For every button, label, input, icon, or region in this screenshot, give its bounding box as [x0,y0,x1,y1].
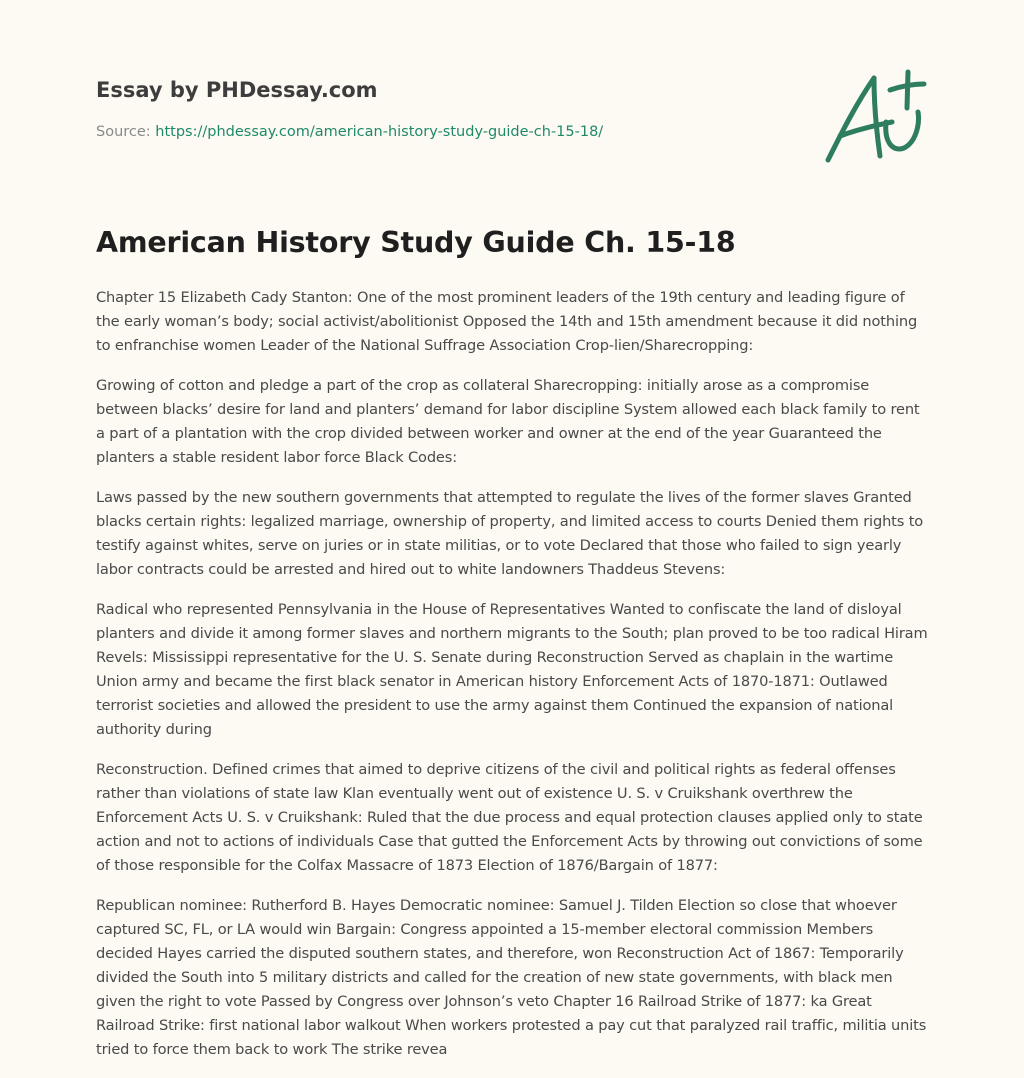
source-label: Source: [96,124,156,140]
paragraph: Chapter 15 Elizabeth Cady Stanton: One of the most prominent leaders of the 19th century and leading figure of the early woman’s body; social activist/abolitionist Opposed the 14th and 15th amendment because it did nothing to enfranchise women Leader of the National Suffrage Association Crop-lien/Sharecropping: [96,289,918,354]
paragraph: Growing of cotton and pledge a part of the crop as collateral Sharecropping: initially arose as a compromise between blacks’ desire for land and planters’ demand for labor discipline System allowed each black family to rent a part of a plantation with the crop divided between worker and owner at the end of the year Guaranteed the planters a stable resident labor force Black Codes: [96,377,920,466]
source-link[interactable]: https://phdessay.com/american-history-study-guide-ch-15-18/ [155,124,604,140]
site-brand: Essay by PHDessay.com [96,78,378,102]
article-body [96,286,928,1078]
article-title: American History Study Guide Ch. 15-18 [96,226,736,259]
source-line [96,124,603,140]
paragraph: Laws passed by the new southern governments that attempted to regulate the lives of the former slaves Granted blacks certain rights: legalized marriage, ownership of property, and limited access to courts Denied them rights to testify against whites, serve on juries or in state militias, or to vote Declared that those who failed to sign yearly labor contracts could be arrested and hired out to white landowners Thaddeus Stevens: [96,489,924,578]
paragraph: Reconstruction. Defined crimes that aimed to deprive citizens of the civil and political rights as federal offenses rather than violations of state law Klan eventually went out of existence U. S. v Cruikshank overthrew the Enforcement Acts U. S. v Cruikshank: Ruled that the due process and equal protection clauses applied only to state action and not to actions of individuals Case that gutted the Enforcement Acts by throwing out convictions of some of those responsible for the Colfax Massacre of 1873 Election of 1876/Bargain of 1877: [96,761,923,874]
paragraph: Republican nominee: Rutherford B. Hayes Democratic nominee: Samuel J. Tilden Election so close that whoever captured SC, FL, or LA would win Bargain: Congress appointed a 15-member electoral commission Members decided Hayes carried the disputed southern states, and therefore, won Reconstruction Act of 1867: Temporarily divided the South into 5 military districts and called for the creation of new state governments, with black men given the right to vote Passed by Congress over Johnson’s veto Chapter 16 Railroad Strike of 1877: ka Great Railroad Strike: first national labor walkout When workers protested a pay cut that paralyzed rail traffic, militia units tried to force them back to work The strike revea [96,897,927,1058]
a-plus-grade-icon [820,66,930,170]
paragraph: Radical who represented Pennsylvania in the House of Representatives Wanted to confiscate the land of disloyal planters and divide it among former slaves and northern migrants to the South; plan proved to be too radical Hiram Revels: Mississippi representative for the U. S. Senate during Reconstruction Served as chaplain in the wartime Union army and became the first black senator in American history Enforcement Acts of 1870-1871: Outlawed terrorist societies and allowed the president to use the army against them Continued the expansion of national authority during [96,601,928,738]
